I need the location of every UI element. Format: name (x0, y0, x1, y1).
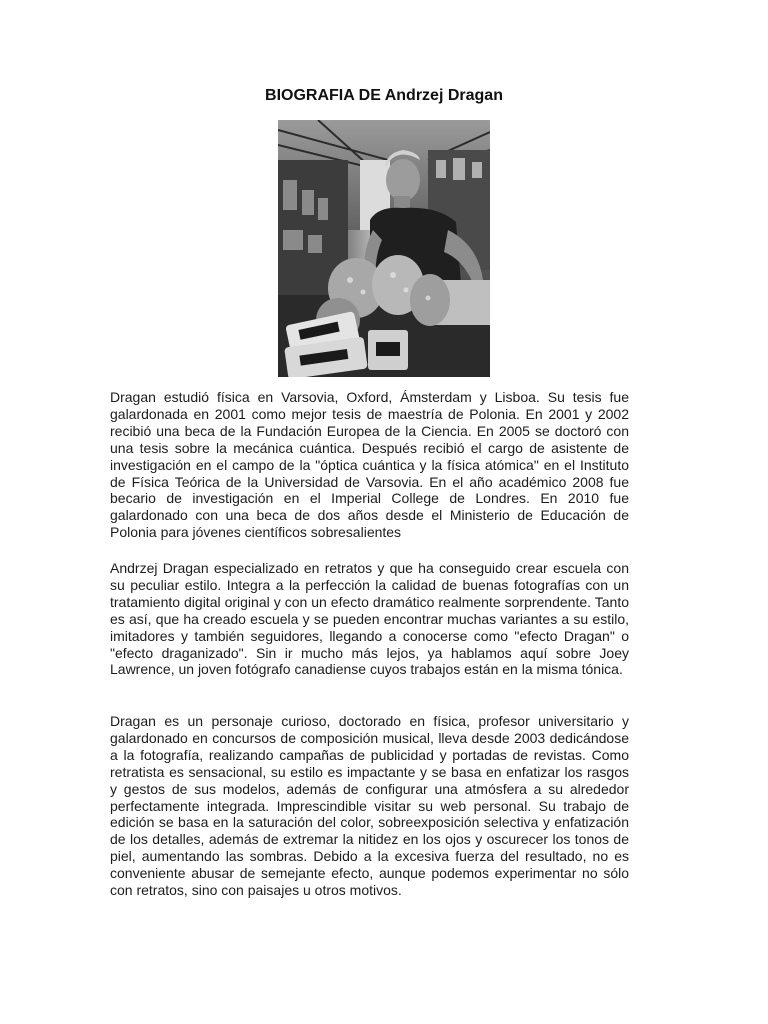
paragraph-photography-style: Andrzej Dragan especializado en retratos y que ha conseguido crear escuela con su peculiar estilo. Integra a la perfección la calidad de buenas fotografías con un tratamiento digital original y con un efecto dramático realmente sorprendente. Tanto es así, que ha creado escuela y se pueden encontrar muchas variantes a su estilo, imitadores y también seguidores, llegando a conocerse como "efecto Dragan" o "efecto draganizado". Sin ir mucho más lejos, ya hablamos aquí sobre Joey Lawrence, un joven fotógrafo canadiense cuyos trabajos están en la misma tónica. (110, 560, 629, 678)
photo-illustration (278, 120, 490, 377)
paragraph-technique: Dragan es un personaje curioso, doctorado en física, profesor universitario y galardonado en concursos de composición musical, lleva desde 2003 dedicándose a la fotografía, realizando campañas de publicidad y portadas de revistas. Como retratista es sensacional, su estilo es impactante y se basa en enfatizar los rasgos y gestos de sus modelos, además de configurar una atmósfera a su alrededor perfectamente integrada. Imprescindible visitar su web personal. Su trabajo de edición se basa en la saturación del color, sobreexposición selectiva y enfatización de los detalles, además de extremar la nitidez en los ojos y oscurecer los tonos de piel, aumentando las sombras. Debido a la excesiva fuerza del resultado, no es conveniente abusar de semejante efecto, aunque podemos experimentar no sólo con retratos, sino con paisajes u otros motivos. (110, 713, 629, 899)
portrait-photo (278, 120, 490, 377)
paragraph-education: Dragan estudió física en Varsovia, Oxford, Ámsterdam y Lisboa. Su tesis fue galardonada en 2001 como mejor tesis de maestría de Polonia. En 2001 y 2002 recibió una beca de la Fundación Europea de la Ciencia. En 2005 se doctoró con una tesis sobre la mecánica cuántica. Después recibió el cargo de asistente de investigación en el campo de la "óptica cuántica y la física atómica" en el Instituto de Física Teórica de la Universidad de Varsovia. En el año académico 2008 fue becario de investigación en el Imperial College de Londres. En 2010 fue galardonado con una beca de dos años desde el Ministerio de Educación de Polonia para jóvenes científicos sobresalientes (110, 389, 629, 541)
document-title: BIOGRAFIA DE Andrzej Dragan (265, 87, 503, 104)
